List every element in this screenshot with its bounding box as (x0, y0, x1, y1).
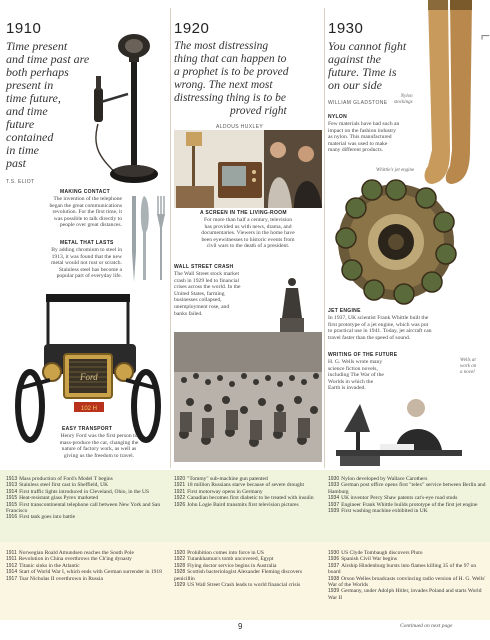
model-t-ford-illustration (14, 288, 162, 448)
timeline-entry: 1936 Spanish Civil War begins (328, 556, 397, 563)
timeline-entry: 1930 Nylon developed by Wallace Carothers (328, 476, 428, 482)
timeline-entry: 1937 Engineer Frank Whittle builds prototype of the first jet engine (328, 501, 478, 508)
quote-attribution: WILLIAM GLADSTONE (328, 100, 388, 106)
timeline-1910s-inventions (6, 476, 164, 521)
timeline-1910s-events (6, 550, 164, 582)
year-1930: 1930 (328, 20, 364, 37)
nylon-caption: Nylon stockings (394, 94, 413, 105)
timeline-entry: 1922 Tutankhamun's tomb uncovered, Egypt (174, 556, 274, 563)
wall-street-text: The Wall Street stock market crash in 1929 led to financial crises across the world. In the United States, farming businesses collapsed, unemployment rose, and banks failed. (174, 271, 241, 317)
making-contact-text: The invention of the telephone began the great communications revolution. For the first time, it was possible to talk directly to people over great distances. (49, 196, 122, 229)
wells-heading: WRITING OF THE FUTURE (328, 352, 398, 358)
living-room-television-photo (174, 130, 322, 208)
wall-street-heading: WALL STREET CRASH (174, 264, 234, 270)
nylon-heading: NYLON (328, 114, 347, 120)
timeline-entry: 1914 First traffic lights introduced in Cleveland, Ohio, in the US (6, 488, 150, 495)
timeline-entry: 1926 John Logie Baird transmits first television pictures (174, 501, 299, 508)
svg-text:Ford: Ford (80, 372, 98, 382)
page-number: 9 (238, 622, 243, 631)
timeline-entry: 1920 "Tommy" sub-machine gun patented (174, 476, 268, 482)
easy-transport-text: Henry Ford was the first person to mass-produce the car, changing the nature of factory work, as well as giving us the freedom to travel. (59, 433, 139, 459)
quote-1920: The most distressing thing that can happen to a prophet is to be proved wrong. The next most distressing thing is to be proved right (174, 40, 289, 117)
quote-1910: Time present and time past are both perhaps present in time future, and time future contained in time past (6, 39, 90, 170)
candlestick-telephone-illustration (80, 32, 168, 192)
timeline-1920s-events (174, 550, 320, 588)
year-1920: 1920 (174, 20, 210, 37)
timeline-entry: 1911 Norwegian Roald Amundsen reaches the South Pole (6, 550, 134, 556)
timeline-entry: 1938 Orson Welles broadcasts convincing radio version of H. G. Wells' War of the Worlds (328, 575, 486, 589)
jet-engine-illustration (334, 176, 458, 308)
wells-caption: Wells at work on a novel (460, 358, 477, 375)
timeline-entry: 1928 Scottish bacteriologist Alexander Fleming discovers penicillin (174, 569, 302, 582)
metal-text: By adding chromium to steel in 1913, it was found that the new metal would not rust or scratch. Stainless steel has become a popular part of everyday life. (51, 247, 122, 280)
timeline-entry: 1917 Tsar Nicholas II overthrown in Russia (6, 575, 103, 582)
screen-text: For more than half a century, television has provided us with news, drama, and documentaries. Viewers in the home have been eyewitnesses to historic events from civil wars to the death of a president. (201, 217, 295, 250)
nylon-text: Few materials have had such an impact on the fashion industry as nylon. This manufactured material was used to make many different products. (328, 121, 400, 154)
jet-engine-heading: JET ENGINE (328, 308, 361, 314)
jet-engine-text: In 1937, UK scientist Frank Whittle built the first prototype of a jet engine, which was put to practical use in 1941. Today, jet aircraft can travel faster than the speed of sound. (328, 315, 432, 341)
column-divider (170, 8, 171, 468)
making-contact-heading: MAKING CONTACT (60, 189, 110, 195)
timeline-entry: 1921 18 million Russians starve because of severe drought (174, 482, 304, 489)
wells-text: H. G. Wells wrote many science fiction novels, including The War of the Worlds in which the Earth is invaded. (328, 359, 384, 392)
timeline-entry: 1920 Prohibition comes into force in US (174, 550, 264, 556)
year-1910: 1910 (6, 20, 42, 37)
timeline-entry: 1921 First motorway opens in Germany (174, 488, 263, 495)
quote-1930: You cannot fight against the future. Time is on our side (328, 39, 407, 92)
quote-attribution: T.S. ELIOT (6, 179, 35, 185)
timeline-entry: 1916 First tank goes into battle (6, 514, 76, 521)
stainless-cutlery-illustration (124, 192, 170, 286)
corner-mark: ⌐ (480, 28, 490, 45)
column-divider (324, 8, 325, 468)
timeline-entry: 1914 Start of World War I, which ends with German surrender in 1918 (6, 569, 162, 576)
timeline-entry: 1933 German post office opens first "telex" service between Berlin and Hamburg (328, 482, 486, 495)
screen-heading: A SCREEN IN THE LIVING-ROOM (200, 210, 287, 216)
timeline-entry: 1915 Heat-resistant glass Pyrex marketed (6, 495, 99, 502)
quote-attribution: ALDOUS HUXLEY (216, 124, 264, 130)
hg-wells-photo (336, 392, 462, 466)
easy-transport-heading: EASY TRANSPORT (62, 426, 113, 432)
timeline-entry: 1939 First washing machine exhibited in UK (328, 508, 428, 515)
timeline-entry: 1930 US Clyde Tombaugh discovers Pluto (328, 550, 423, 556)
timeline-entry: 1937 Airship Hindenburg bursts into flames killing 35 of the 97 on board (328, 562, 477, 576)
timeline-entry: 1922 Canadian becomes first diabetic to be treated with insulin (174, 495, 314, 502)
timeline-entry: 1928 Flying doctor service begins in Australia (174, 562, 277, 569)
continued-link[interactable]: Continued on next page (400, 623, 453, 629)
timeline-entry: 1929 US Wall Street Crash leads to world financial crisis (174, 582, 301, 589)
metal-heading: METAL THAT LASTS (60, 240, 114, 246)
wall-street-crowd-photo (174, 262, 322, 462)
jet-engine-caption: Whittle's jet engine (376, 168, 415, 173)
timeline-1930s-inventions (328, 476, 486, 514)
timeline-entry: 1934 UK inventor Percy Shaw patents cat's-eye road studs (328, 495, 458, 502)
nylon-stockings-illustration (420, 0, 478, 190)
timeline-entry: 1912 Titanic sinks in the Atlantic (6, 562, 80, 569)
timeline-1920s-inventions (174, 476, 320, 508)
timeline-entry: 1913 Mass production of Ford's Model T begins (6, 476, 113, 482)
timeline-entry: 1911 Revolution in China overthrows the Ch'ing dynasty (6, 556, 132, 563)
timeline-entry: 1913 Stainless steel first cast in Sheffield, UK (6, 482, 109, 489)
timeline-entry: 1915 First transcontinental telephone call between New York and San Francisco (6, 501, 161, 515)
license-plate: 102 H (80, 406, 98, 412)
timeline-1930s-events (328, 550, 486, 601)
timeline-entry: 1939 Germany, under Adolph Hitler, invades Poland and starts World War II (328, 588, 482, 601)
